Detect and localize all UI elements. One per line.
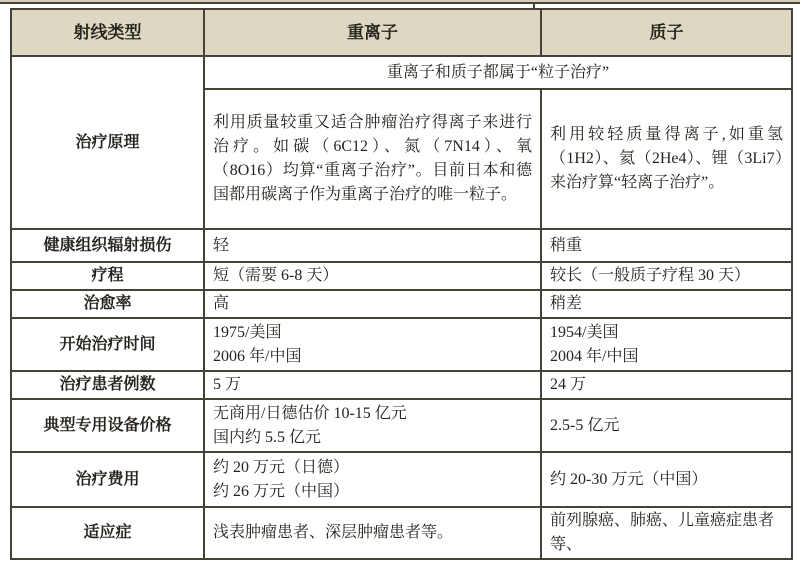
table-row (11, 371, 792, 399)
cell-heavy-ion: 短（需要 6-8 天） (204, 262, 541, 290)
cell-heavy-ion: 高 (204, 290, 541, 318)
row-label-indications: 适应症 (11, 507, 204, 559)
cell-proton: 稍重 (541, 229, 792, 262)
table-header-row (11, 9, 792, 56)
cell-heavy-ion: 浅表肿瘤患者、深层肿瘤患者等。 (204, 507, 541, 559)
row-label-course: 疗程 (11, 262, 204, 290)
cell-proton: 前列腺癌、肺癌、儿童癌症患者等、 (541, 507, 792, 559)
row-label-equipment-price: 典型专用设备价格 (11, 399, 204, 452)
cell-heavy-ion: 5 万 (204, 371, 541, 399)
row-label-start-time: 开始治疗时间 (11, 318, 204, 371)
top-rule-line (0, 2, 800, 4)
table-row (11, 507, 792, 559)
row-label-treatment-cost: 治疗费用 (11, 452, 204, 507)
table-row (11, 318, 792, 371)
table-row (11, 56, 792, 89)
cell-proton: 24 万 (541, 371, 792, 399)
cell-proton: 2.5-5 亿元 (541, 399, 792, 452)
table-row (11, 262, 792, 290)
cell-principle-heavy-ion: 利用质量较重又适合肿瘤治疗得离子来进行治疗。如碳（6C12）、氮（7N14）、氧（8O16）均算“重离子治疗”。目前日本和德国都用碳离子作为重离子治疗的唯一粒子。 (204, 89, 541, 229)
comparison-table (10, 8, 793, 560)
cell-principle-proton: 利用较轻质量得离子,如重氢（1H2）、氦（2He4）、锂（3Li7）来治疗算“轻离子治疗”。 (541, 89, 792, 229)
table-row (11, 452, 792, 507)
cell-heavy-ion: 无商用/日德估价 10-15 亿元 国内约 5.5 亿元 (204, 399, 541, 452)
cell-proton: 约 20-30 万元（中国） (541, 452, 792, 507)
header-proton: 质子 (541, 9, 792, 56)
row-label-treatment-principle: 治疗原理 (11, 56, 204, 229)
header-heavy-ion: 重离子 (204, 9, 541, 56)
row-label-patient-cases: 治疗患者例数 (11, 371, 204, 399)
table-row (11, 290, 792, 318)
cell-proton: 较长（一般质子疗程 30 天） (541, 262, 792, 290)
cell-heavy-ion: 1975/美国 2006 年/中国 (204, 318, 541, 371)
table-row (11, 229, 792, 262)
cell-heavy-ion: 约 20 万元（日德） 约 26 万元（中国） (204, 452, 541, 507)
cell-proton: 1954/美国 2004 年/中国 (541, 318, 792, 371)
row-label-tissue-damage: 健康组织辐射损伤 (11, 229, 204, 262)
cell-heavy-ion: 轻 (204, 229, 541, 262)
row-label-cure-rate: 治愈率 (11, 290, 204, 318)
cell-proton: 稍差 (541, 290, 792, 318)
cell-principle-shared: 重离子和质子都属于“粒子治疗” (204, 56, 792, 89)
header-ray-type: 射线类型 (11, 9, 204, 56)
table-row (11, 399, 792, 452)
